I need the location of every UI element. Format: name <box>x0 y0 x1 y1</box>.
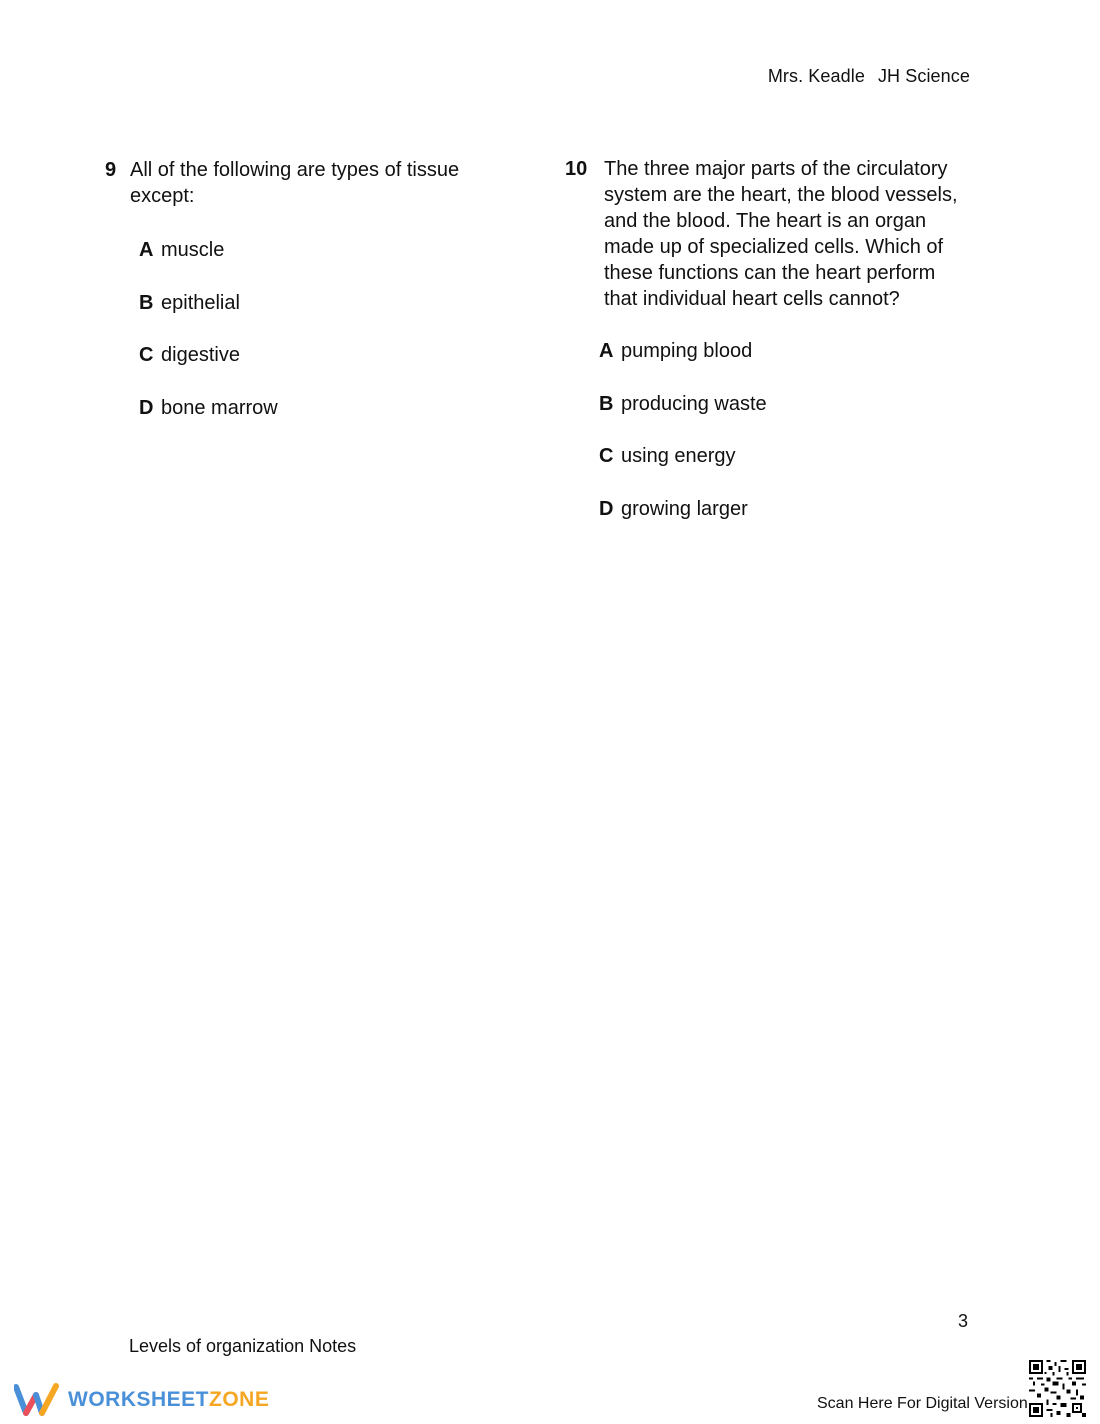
teacher-name: Mrs. Keadle <box>767 66 865 86</box>
answer-choices <box>139 237 485 421</box>
choice-b[interactable] <box>139 290 485 316</box>
choice-letter: C <box>139 344 154 366</box>
question-text: All of the following are types of tissue except: <box>130 159 460 207</box>
brand-name: WORKSHEETZONE <box>68 1388 270 1411</box>
choice-text: bone marrow <box>161 396 278 419</box>
answer-choices <box>599 338 965 522</box>
choice-letter: D <box>139 396 154 419</box>
question-number: 10 <box>565 158 588 180</box>
choice-text: using energy <box>621 445 736 467</box>
choice-d[interactable] <box>599 496 965 522</box>
worksheetzone-brand[interactable] <box>14 1383 269 1417</box>
page-header <box>768 66 970 87</box>
page-number: 3 <box>958 1311 969 1331</box>
choice-letter: C <box>599 445 614 467</box>
question-number: 9 <box>105 159 117 181</box>
choice-letter: B <box>139 291 154 314</box>
choice-text: pumping blood <box>621 340 753 362</box>
question-9 <box>105 157 485 447</box>
choice-letter: A <box>139 239 154 261</box>
scan-label: Scan Here For Digital Version <box>817 1395 1028 1412</box>
choice-text: muscle <box>161 239 225 261</box>
choice-text: digestive <box>161 344 240 366</box>
choice-letter: B <box>599 392 614 415</box>
choice-c[interactable] <box>599 443 965 469</box>
question-stem <box>105 157 485 209</box>
choice-d[interactable] <box>139 395 485 421</box>
footer-title: Levels of organization Notes <box>129 1336 357 1356</box>
choice-text: producing waste <box>621 392 767 415</box>
choice-a[interactable] <box>139 237 485 263</box>
choice-letter: A <box>599 340 614 362</box>
qr-code-icon[interactable] <box>1029 1360 1086 1417</box>
question-stem <box>565 156 965 312</box>
choice-b[interactable] <box>599 391 965 417</box>
choice-c[interactable] <box>139 342 485 368</box>
choice-text: epithelial <box>161 291 240 314</box>
question-text: The three major parts of the circulatory system are the heart, the blood vessels, and the blood. The heart is an organ made up of specialized cells. Which of these functions can the heart perform that individual heart cells cannot? <box>604 158 958 310</box>
choice-letter: D <box>599 497 614 520</box>
worksheetzone-logo-icon <box>14 1383 60 1417</box>
choice-a[interactable] <box>599 338 965 364</box>
question-10 <box>565 156 965 548</box>
subject-name: JH Science <box>877 66 970 86</box>
choice-text: growing larger <box>621 497 748 520</box>
